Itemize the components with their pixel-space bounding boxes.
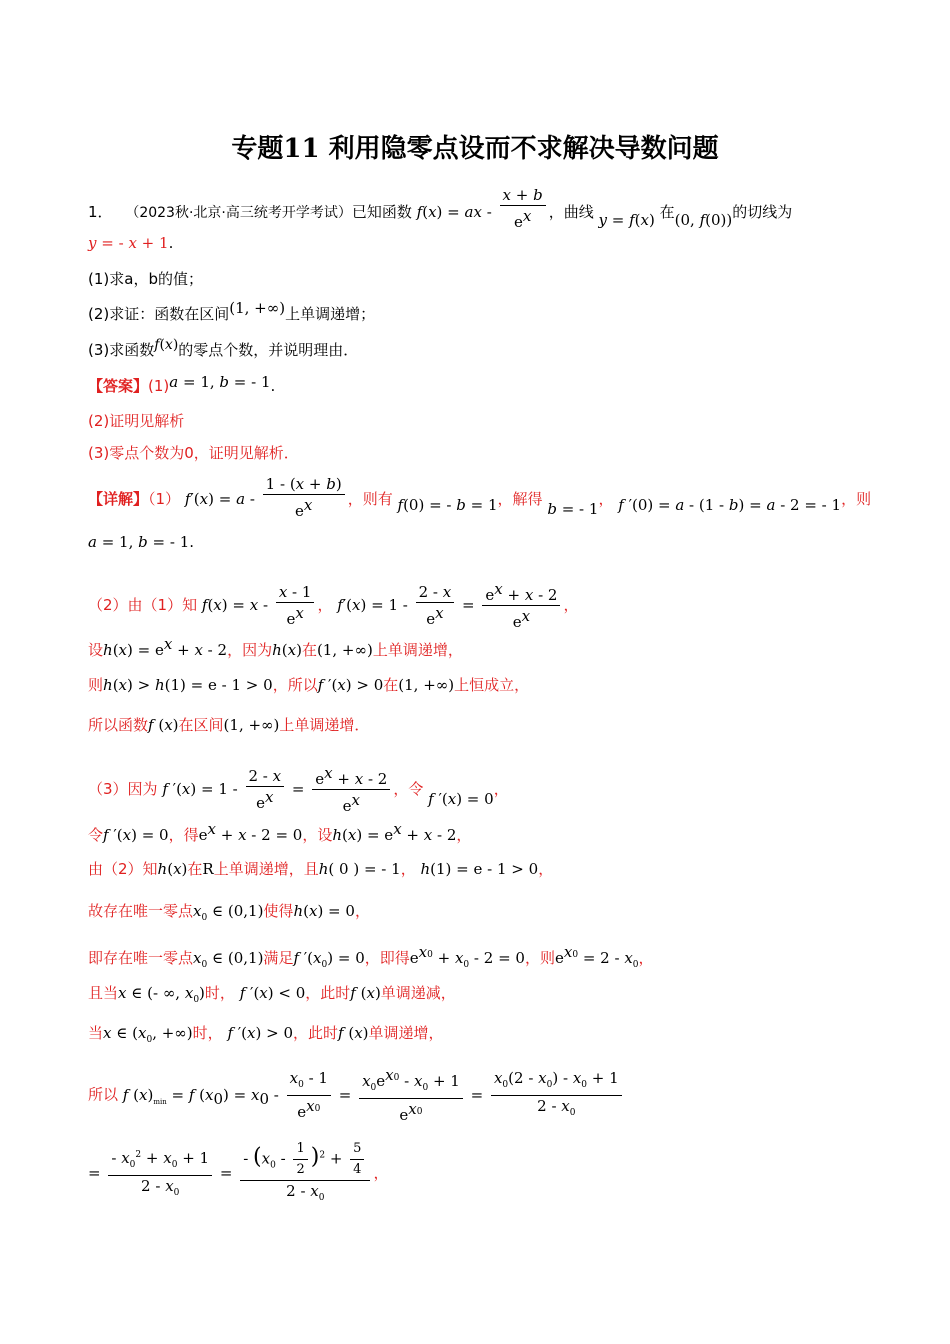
- detail-3-mono: 由（2）知h(x)在R上单调递增，且h( 0 ) = - 1， h(1) = e - 1 > 0，: [88, 860, 554, 878]
- problem-stem: 1． （2023秋·北京·高三统考开学考试）已知函数 f(x) = ax - $\frac{x + b}{e^x}$ ，曲线 y = f(x) 在(0, f(0))的切线为: [88, 186, 793, 231]
- detail-2-positive: 则h(x) > h(1) = e - 1 > 0，所以f ′(x) > 0在(1, +∞)上恒成立，: [88, 676, 530, 694]
- detail-3-increasing: 当x ∈ ($x_0$, +∞)时， f ′(x) > 0，此时f (x)单调递增，: [88, 1024, 444, 1045]
- detail-1: 【详解】（1） f′(x) = a - $\frac{1 - (x + b)}{e^x}$ ，则有 f(0) = - b = 1，解得 b = - 1， f ′(0) = a - (1 - b) = a - 2 = - 1，则: [88, 475, 872, 520]
- answer-1: 【答案】(1)a = 1, b = - 1.: [88, 373, 276, 395]
- detail-3-zero-eq: 即存在唯一零点$x_0$ ∈ (0,1)满足f $'(x_0) = 0$，即得$e^{x0} + x_0 - 2 = 0$，则$e^{x0} = 2 - x_0$，: [88, 943, 654, 970]
- detail-3-min: 所以 f $(x)_{min} = f$ $(x_0) = x_0$ - $\frac{x_0 - 1}{e^{x0}}$ = $\frac{x_0e^{x0} - x_0 + 1}{e^{x0}}$ = $\frac{x_0(2 - x_0) - x_0 + 1}{2 - x_0}$: [88, 1066, 625, 1124]
- detail-3-decreasing: 且当x ∈ (- ∞, $x_0$)时， f ′(x) < 0，此时f (x)单调递减，: [88, 984, 456, 1005]
- detail-2-h: 设$h(x) = e^x + x - 2$，因为h(x)在(1, +∞)上单调递增，: [88, 635, 463, 659]
- tangent-line: y = - x + 1.: [88, 234, 174, 252]
- detail-3-zero: 故存在唯一零点$x_0$ ∈ (0,1)使得h(x) = 0，: [88, 902, 370, 923]
- answer-2: (2)证明见解析: [88, 412, 185, 430]
- answer-3: (3)零点个数为0，证明见解析．: [88, 444, 299, 462]
- detail-3: （3）因为 f ′(x) = 1 - $\frac{2 - x}{e^x}$ = $\frac{e^x + x - 2}{e^x}$ ，令 f ′(x) = 0，: [88, 764, 509, 815]
- page-title: 专题11 利用隐零点设而不求解决导数问题: [231, 134, 719, 164]
- question-2: (2)求证：函数在区间(1, +∞)上单调递增；: [88, 299, 376, 323]
- detail-2: （2）由（1）知 f(x) = x - $\frac{x - 1}{e^x}$ ， f′(x) = 1 - $\frac{2 - x}{e^x}$ = $\frac{e^x + x - 2}{e^x}$ ，: [88, 580, 579, 631]
- detail-2-conclusion: 所以函数f (x)在区间(1, +∞)上单调递增．: [88, 716, 370, 734]
- detail-3-final: = $\frac{- x_0^2 + x_0 + 1}{2 - x_0}$ = - ($x_0$ - $\frac{1}{2}$ )$^2$ + $\frac{5}{4}$ $2 - x_0$ ，: [88, 1141, 389, 1203]
- detail-1-result: a = 1, b = - 1.: [88, 533, 195, 551]
- question-3: (3)求函数f(x)的零点个数，并说明理由．: [88, 337, 359, 359]
- question-1: (1)求a，b的值；: [88, 270, 203, 288]
- detail-3-set: 令f ′(x) = 0，得$e^x + x - 2 = 0$，设$h(x) = e^x + x - 2$，: [88, 820, 472, 844]
